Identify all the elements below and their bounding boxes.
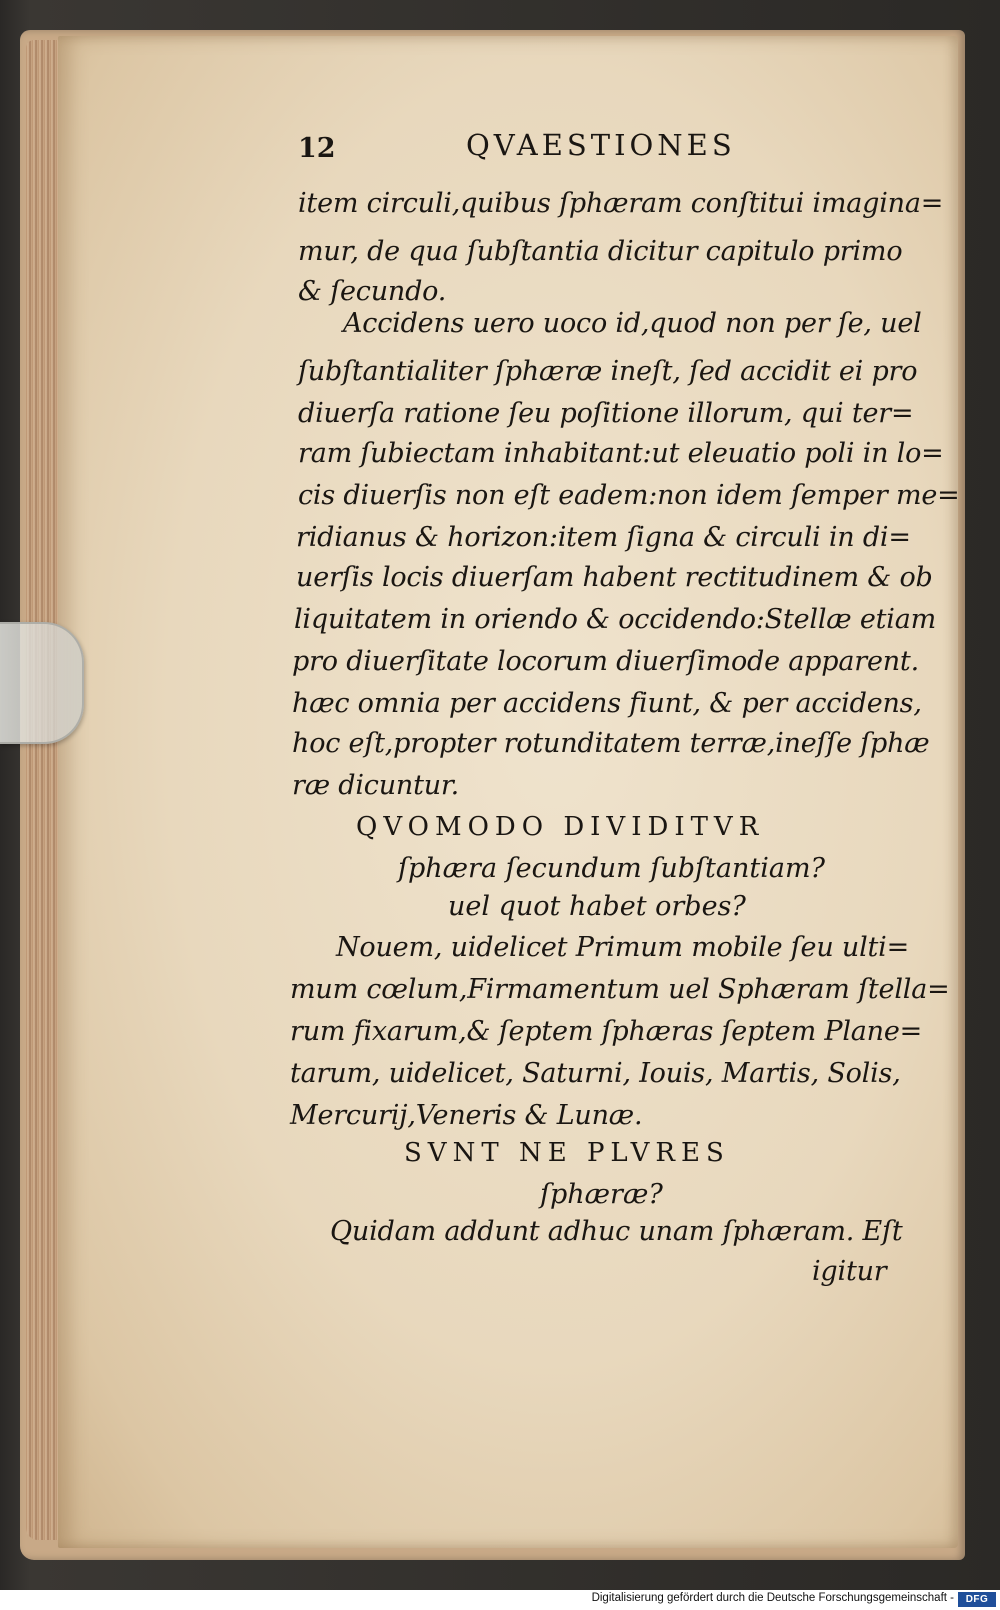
text-line: Quidam addunt adhuc unam ſphæram. Eſt bbox=[330, 1216, 903, 1247]
text-line: uerſis locis diuerſam habent rectitudinem & ob bbox=[296, 562, 933, 593]
footer-credit: Digitalisierung gefördert durch die Deutsche Forschungsgemeinschaft - bbox=[591, 1592, 954, 1604]
text-line: pro diuerſitate locorum diuerſimode apparent. bbox=[292, 646, 919, 677]
text-line: ridianus & horizon:item ſigna & circuli in di= bbox=[296, 522, 911, 553]
text-line: hoc eſt,propter rotunditatem terræ,ineſſe ſphæ bbox=[292, 728, 930, 759]
text-line: rum fixarum,& ſeptem ſphæras ſeptem Plane= bbox=[290, 1016, 923, 1047]
catchword: igitur bbox=[812, 1256, 887, 1287]
text-line: liquitatem in oriendo & occidendo:Stellæ etiam bbox=[294, 604, 936, 635]
section-heading-sub: ſphæræ? bbox=[540, 1179, 663, 1210]
text-line: Accidens uero uoco id,quod non per ſe, uel bbox=[343, 308, 922, 339]
dfg-logo: DFG bbox=[958, 1592, 996, 1607]
text-line: item circuli,quibus ſphæram conſtitui imagina= bbox=[298, 188, 944, 219]
text-line: ram ſubiectam inhabitant:ut eleuatio poli in lo= bbox=[298, 438, 944, 469]
page-number: 12 bbox=[298, 133, 336, 164]
section-heading-sub: ſphæra ſecundum ſubſtantiam? bbox=[398, 853, 826, 884]
text-line: diuerſa ratione ſeu poſitione illorum, qui ter= bbox=[298, 398, 914, 429]
text-line: mur, de qua ſubſtantia dicitur capitulo primo bbox=[298, 236, 903, 267]
text-line: Mercurij,Veneris & Lunæ. bbox=[290, 1100, 643, 1131]
text-line: cis diuerſis non eſt eadem:non idem ſemper me= bbox=[298, 480, 960, 511]
section-heading: SVNT NE PLVRES bbox=[404, 1138, 730, 1168]
text-line: & ſecundo. bbox=[298, 276, 447, 307]
text-line: ſubſtantialiter ſphæræ ineſt, ſed accidit ei pro bbox=[298, 356, 918, 387]
section-heading-sub: uel quot habet orbes? bbox=[448, 891, 746, 922]
footer-bar bbox=[0, 1590, 1000, 1610]
text-line: Nouem, uidelicet Primum mobile ſeu ulti= bbox=[336, 932, 910, 963]
text-line: tarum, uidelicet, Saturni, Iouis, Martis, Solis, bbox=[290, 1058, 901, 1089]
text-line: hæc omnia per accidens fiunt, & per accidens, bbox=[292, 688, 922, 719]
text-line: mum cœlum,Firmamentum uel Sphæram ſtella= bbox=[290, 974, 950, 1005]
text-line: ræ dicuntur. bbox=[292, 770, 460, 801]
section-heading: QVOMODO DIVIDITVR bbox=[356, 812, 765, 842]
running-head: QVAESTIONES bbox=[466, 128, 736, 162]
